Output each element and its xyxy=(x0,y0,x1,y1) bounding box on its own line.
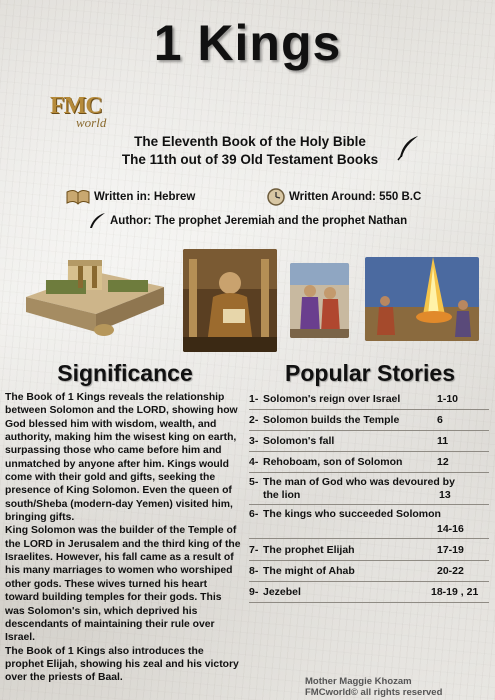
story-title: The might of Ahab xyxy=(263,565,355,577)
story-item xyxy=(249,544,489,561)
story-title: The prophet Elijah xyxy=(263,544,355,556)
popular-stories-heading: Popular Stories xyxy=(285,360,455,386)
story-chapters: 17-19 xyxy=(437,544,464,556)
story-chapters: 20-22 xyxy=(437,565,464,577)
written-around-text: Written Around: 550 B.C xyxy=(289,191,422,203)
story-item xyxy=(249,508,489,539)
story-title: The man of God who was devoured by the lion xyxy=(263,476,455,501)
story-title: Rehoboam, son of Solomon xyxy=(263,456,403,468)
significance-heading: Significance xyxy=(57,360,193,386)
story-item xyxy=(249,586,489,603)
story-number: 5- xyxy=(249,476,259,488)
story-number: 1- xyxy=(249,393,259,405)
story-item xyxy=(249,435,489,452)
written-in-line xyxy=(66,189,195,205)
page-title: 1 Kings xyxy=(153,15,342,71)
logo-main-text: FMC xyxy=(50,93,102,119)
story-chapters: 1-10 xyxy=(437,393,459,405)
logo-sub-text: world xyxy=(76,115,107,130)
story-number: 8- xyxy=(249,565,259,577)
significance-paragraph-1: The Book of 1 Kings reveals the relationship between Solomon and the LORD, showing how God blessed him with wisdom, wealth, and authority, making him the wisest king on earth, surpassing those who came before him and unmatched by anyone after him. Kings would come with their gold and gifts, seeking the presence of King Solomon. Even the queen of south/Sheba (modern-day Yemen) visited him, bringing gifts. xyxy=(5,392,238,524)
story-number: 2- xyxy=(249,414,259,426)
author-line xyxy=(88,212,407,230)
story-chapters: 12 xyxy=(437,456,449,468)
story-number: 7- xyxy=(249,544,259,556)
story-title: Solomon's fall xyxy=(263,435,335,447)
story-number: 6- xyxy=(249,508,259,520)
significance-body xyxy=(5,391,243,685)
subtitle-line-1: The Eleventh Book of the Holy Bible xyxy=(134,134,366,149)
quill-icon xyxy=(396,135,420,161)
story-chapters: 11 xyxy=(437,435,449,447)
temple-model-image xyxy=(16,252,168,344)
story-chapters: 6 xyxy=(437,414,443,426)
story-chapters: 18-19 , 21 xyxy=(431,586,479,598)
fmc-world-logo xyxy=(50,93,130,135)
clock-icon xyxy=(267,188,285,206)
story-number: 4- xyxy=(249,456,259,468)
story-item xyxy=(249,565,489,582)
quill-icon xyxy=(88,212,106,230)
written-around-line xyxy=(267,188,421,206)
subtitle-line-2: The 11th out of 39 Old Testament Books xyxy=(121,152,379,167)
story-item xyxy=(249,393,489,410)
story-number: 9- xyxy=(249,586,259,598)
credit-rights: FMCworld© all rights reserved xyxy=(305,687,443,698)
story-chapters: 14-16 xyxy=(437,523,464,535)
written-in-text: Written in: Hebrew xyxy=(94,191,196,203)
story-number: 3- xyxy=(249,435,259,447)
story-title: Jezebel xyxy=(263,586,301,598)
story-item xyxy=(249,476,489,505)
story-item xyxy=(249,456,489,473)
credit-author: Mother Maggie Khozam xyxy=(305,676,412,687)
open-book-icon xyxy=(66,189,90,205)
story-title: The kings who succeeded Solomon xyxy=(263,508,441,520)
story-item xyxy=(249,414,489,431)
story-chapters: 13 xyxy=(439,489,451,501)
significance-paragraph-3: The Book of 1 Kings also introduces the prophet Elijah, showing his zeal and his victory over the priests of Baal. xyxy=(5,645,239,684)
queen-visits-image xyxy=(290,263,349,338)
elijah-altar-image xyxy=(365,257,479,341)
author-text: Author: The prophet Jeremiah and the prophet Nathan xyxy=(110,215,408,227)
significance-paragraph-2: King Solomon was the builder of the Temple of the LORD in Jerusalem and the third king of the Israelites. However, his fall came as a result of his many marriages to women who worshiped other gods. These wives turned his heart toward building temples for their gods. This was Solomon's sin, which deprived his descendants of maintaining their rule over Israel. xyxy=(5,525,241,644)
solomon-reading-image xyxy=(183,249,277,352)
story-title: Solomon's reign over Israel xyxy=(263,393,401,405)
story-title: Solomon builds the Temple xyxy=(263,414,400,426)
